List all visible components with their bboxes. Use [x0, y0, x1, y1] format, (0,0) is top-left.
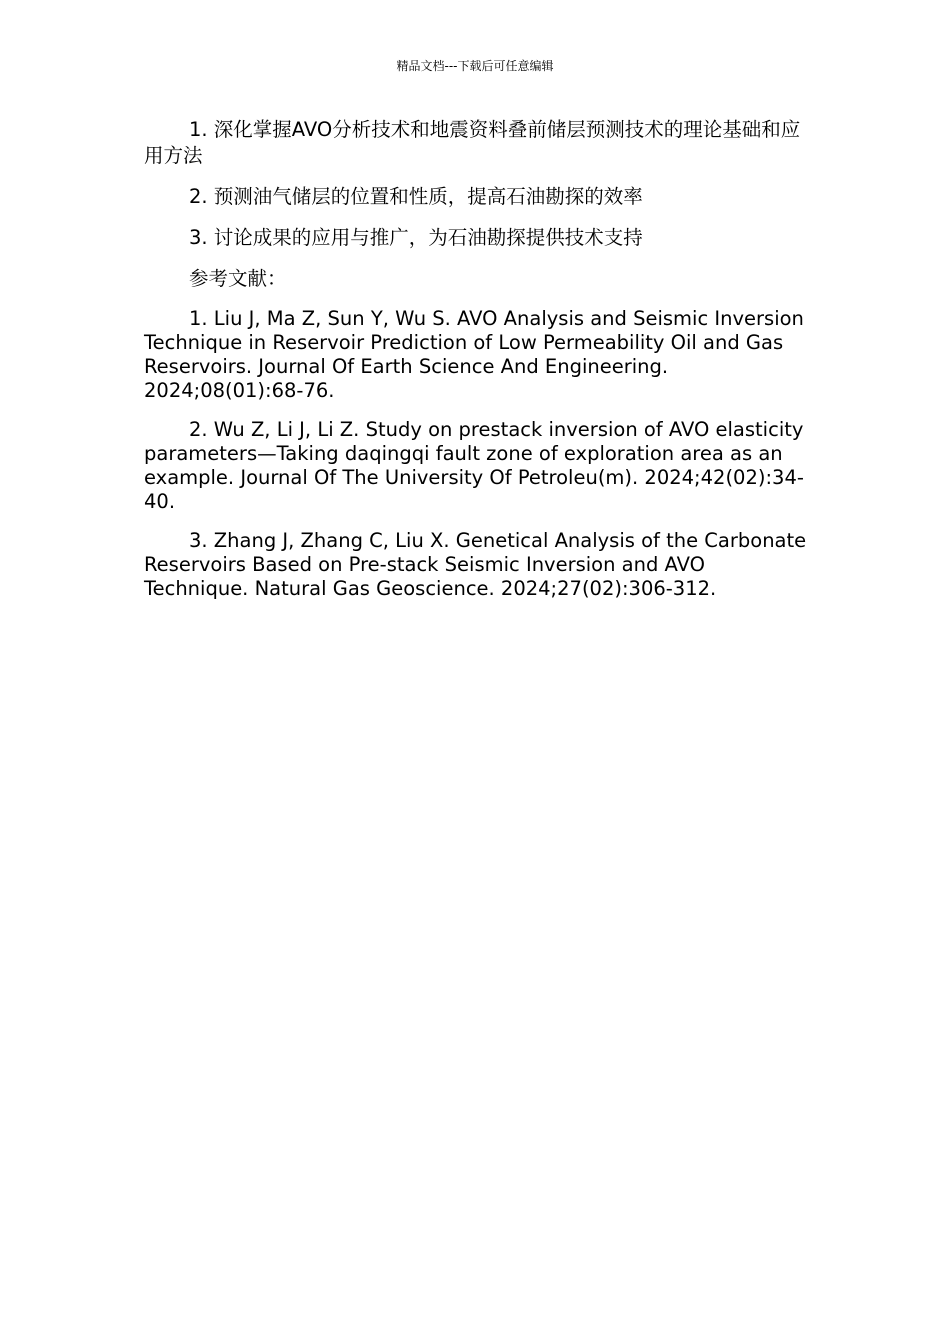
objective-item: 2. 预测油气储层的位置和性质，提高石油勘探的效率: [189, 185, 643, 208]
reference-item: 2. Wu Z, Li J, Li Z. Study on prestack inversion of AVO elasticity parameters—Taking daqingqi fault zone of exploration area as an example. Journal Of The University Of Petroleu(m). 2024;42(02):34-40.: [144, 418, 804, 513]
references-heading: 参考文献：: [189, 267, 287, 290]
document-body: [144, 117, 812, 616]
reference-item: 3. Zhang J, Zhang C, Liu X. Genetical Analysis of the Carbonate Reservoirs Based on Pre-stack Seismic Inversion and AVO Technique. Natural Gas Geoscience. 2024;27(02):306-312.: [144, 529, 807, 600]
objective-item: 3. 讨论成果的应用与推广，为石油勘探提供技术支持: [189, 226, 643, 249]
page-header: 精品文档---下载后可任意编辑: [396, 59, 554, 73]
objective-item: 1. 深化掌握AVO分析技术和地震资料叠前储层预测技术的理论基础和应用方法: [144, 118, 801, 167]
reference-item: 1. Liu J, Ma Z, Sun Y, Wu S. AVO Analysis and Seismic Inversion Technique in Reservoir Prediction of Low Permeability Oil and Gas Reservoirs. Journal Of Earth Science And Engineering. 2024;08(01):68-76.: [144, 307, 804, 402]
